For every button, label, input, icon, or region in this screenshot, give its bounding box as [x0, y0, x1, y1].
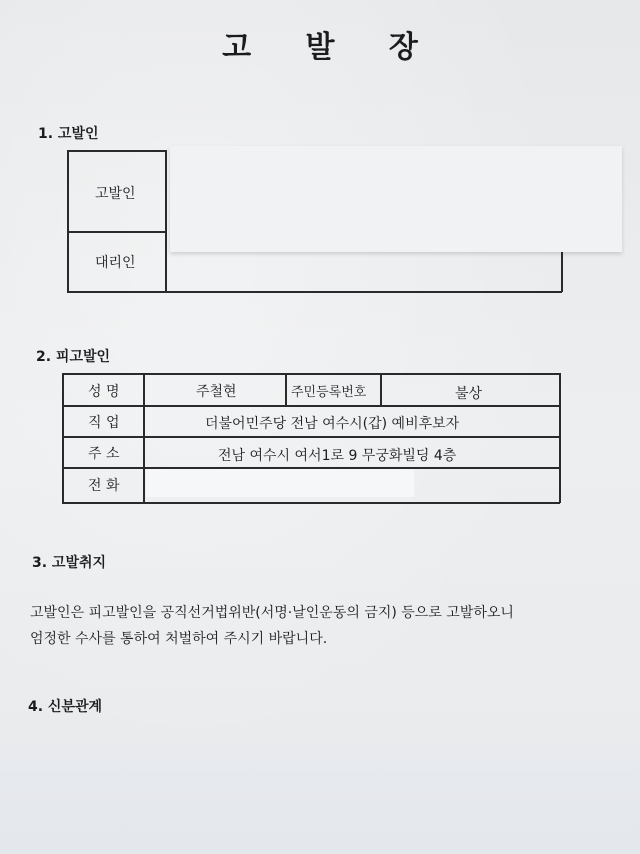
purpose-text-line-2: 엄정한 수사를 통하여 처벌하여 주시기 바랍니다. — [30, 631, 328, 647]
occupation-label: 직 업 — [88, 415, 120, 431]
redaction-box — [170, 146, 622, 252]
section-heading-relationship: 4. 신분관계 — [28, 699, 103, 715]
agent-label: 대리인 — [95, 255, 136, 271]
section-heading-accused: 2. 피고발인 — [36, 349, 111, 365]
accused-name-value: 주철현 — [196, 384, 237, 400]
resident-id-label: 주민등록번호 — [291, 385, 367, 400]
address-value: 전남 여수시 여서1로 9 무궁화빌딩 4층 — [218, 448, 457, 464]
phone-label: 전 화 — [88, 478, 120, 494]
document-title: 고 발 장 — [222, 30, 440, 65]
phone-redaction — [146, 469, 414, 497]
page-bottom-shadow — [0, 740, 640, 854]
resident-id-value: 불상 — [455, 386, 483, 402]
accused-name-label: 성 명 — [88, 384, 120, 400]
occupation-value: 더불어민주당 전남 여수시(갑) 예비후보자 — [205, 416, 460, 432]
section-heading-complainant: 1. 고발인 — [38, 126, 99, 142]
purpose-text-line-1: 고발인은 피고발인을 공직선거법위반(서명·날인운동의 금지) 등으로 고발하오니 — [30, 605, 514, 621]
complainant-label: 고발인 — [95, 186, 136, 202]
address-label: 주 소 — [88, 446, 120, 462]
section-heading-purpose: 3. 고발취지 — [32, 555, 107, 571]
